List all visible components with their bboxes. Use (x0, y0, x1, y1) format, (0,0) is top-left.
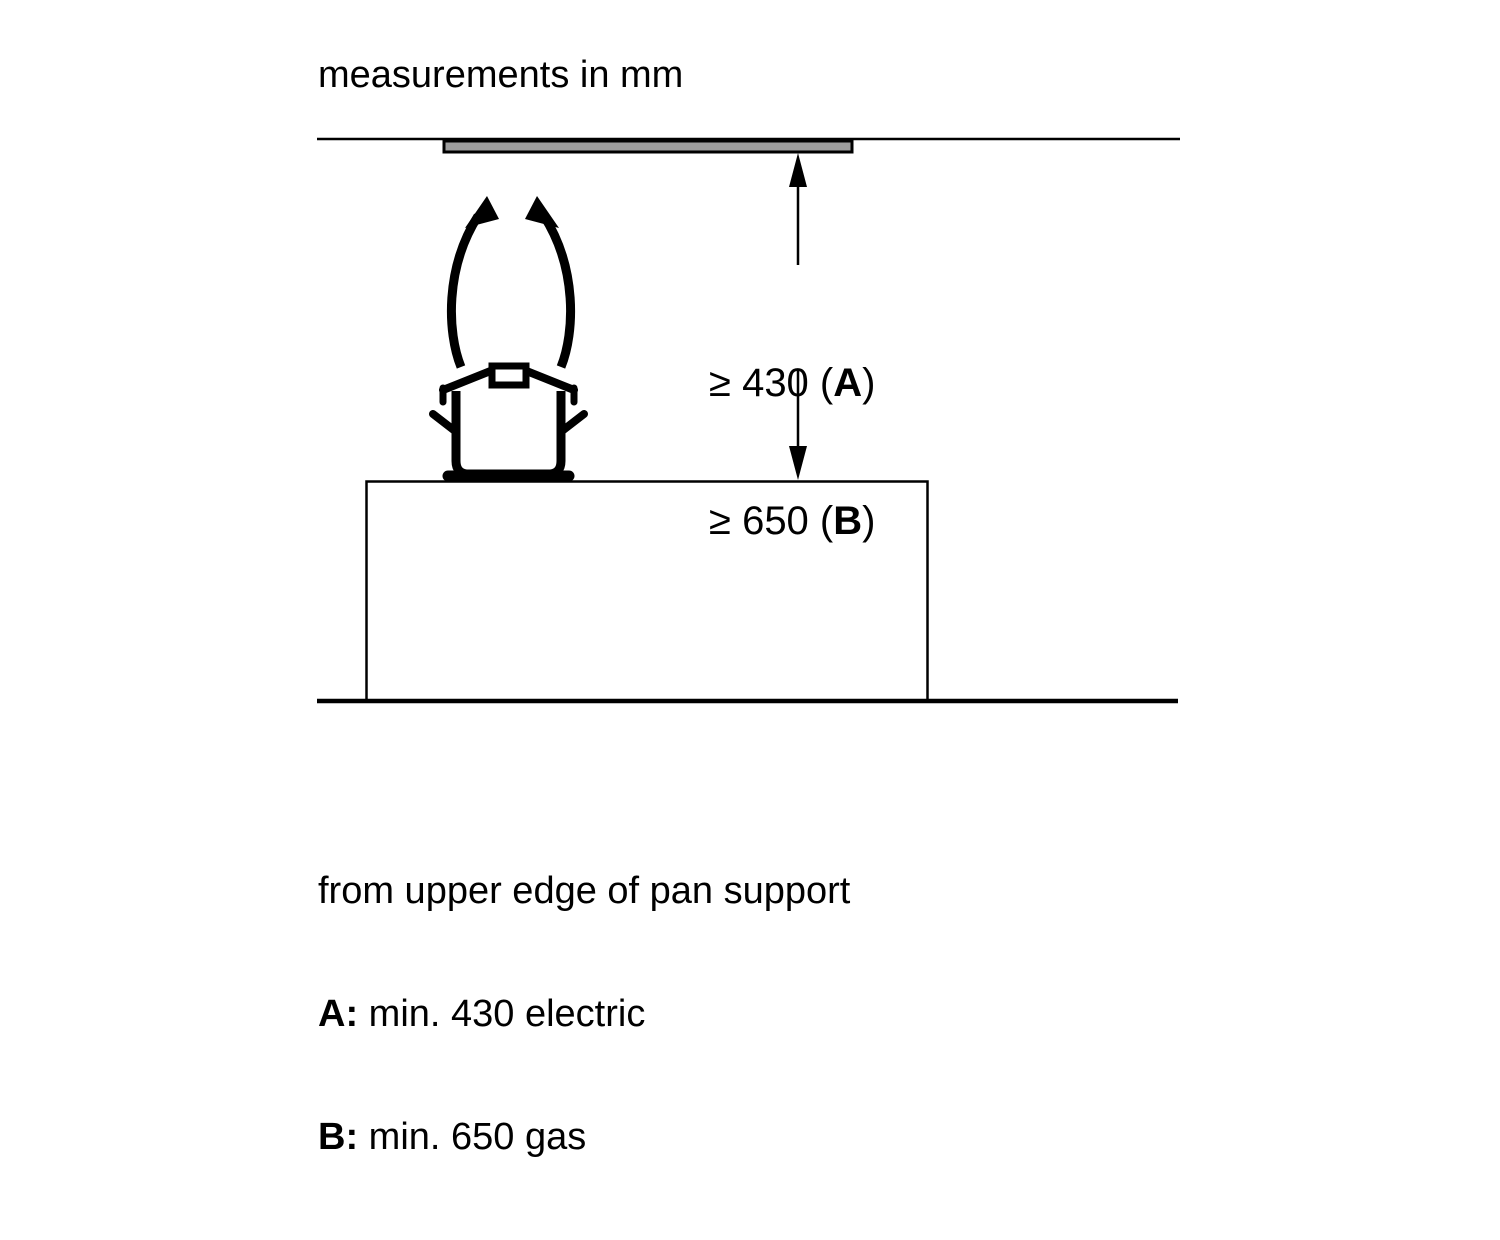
steam-arrows-icon (451, 196, 570, 367)
distance-label (709, 268, 875, 636)
pot-knob (492, 366, 526, 385)
legend-line-b (318, 1117, 850, 1158)
distance-label-b (709, 498, 875, 544)
distance-a-suffix: ) (862, 361, 876, 405)
dimension-arrowhead-up (789, 153, 807, 187)
pot-lid-right (524, 370, 574, 390)
distance-a-key: A (833, 361, 863, 405)
pot-body (456, 391, 561, 474)
distance-b-prefix: ≥ 650 ( (709, 499, 834, 543)
pot-icon (433, 366, 584, 476)
legend-a-key: A: (318, 993, 359, 1035)
steam-arrow-right-head (525, 196, 559, 228)
legend-line-reference: from upper edge of pan support (318, 870, 851, 912)
distance-label-a (709, 360, 875, 406)
page-title: measurements in mm (318, 54, 684, 96)
legend-b-key: B: (318, 1116, 359, 1158)
steam-arrow-left-head (465, 196, 499, 228)
distance-a-prefix: ≥ 430 ( (709, 361, 834, 405)
pot-lid-left (443, 370, 493, 390)
distance-b-key: B (833, 499, 863, 543)
legend-b-text: min. 650 gas (358, 1116, 587, 1158)
legend (318, 789, 850, 1240)
hood-bar-icon (444, 141, 852, 152)
distance-b-suffix: ) (862, 499, 876, 543)
legend-a-text: min. 430 electric (358, 993, 646, 1035)
steam-arrow-left-shaft (451, 216, 478, 367)
steam-arrow-right-shaft (544, 216, 571, 367)
legend-line-a (318, 994, 850, 1035)
